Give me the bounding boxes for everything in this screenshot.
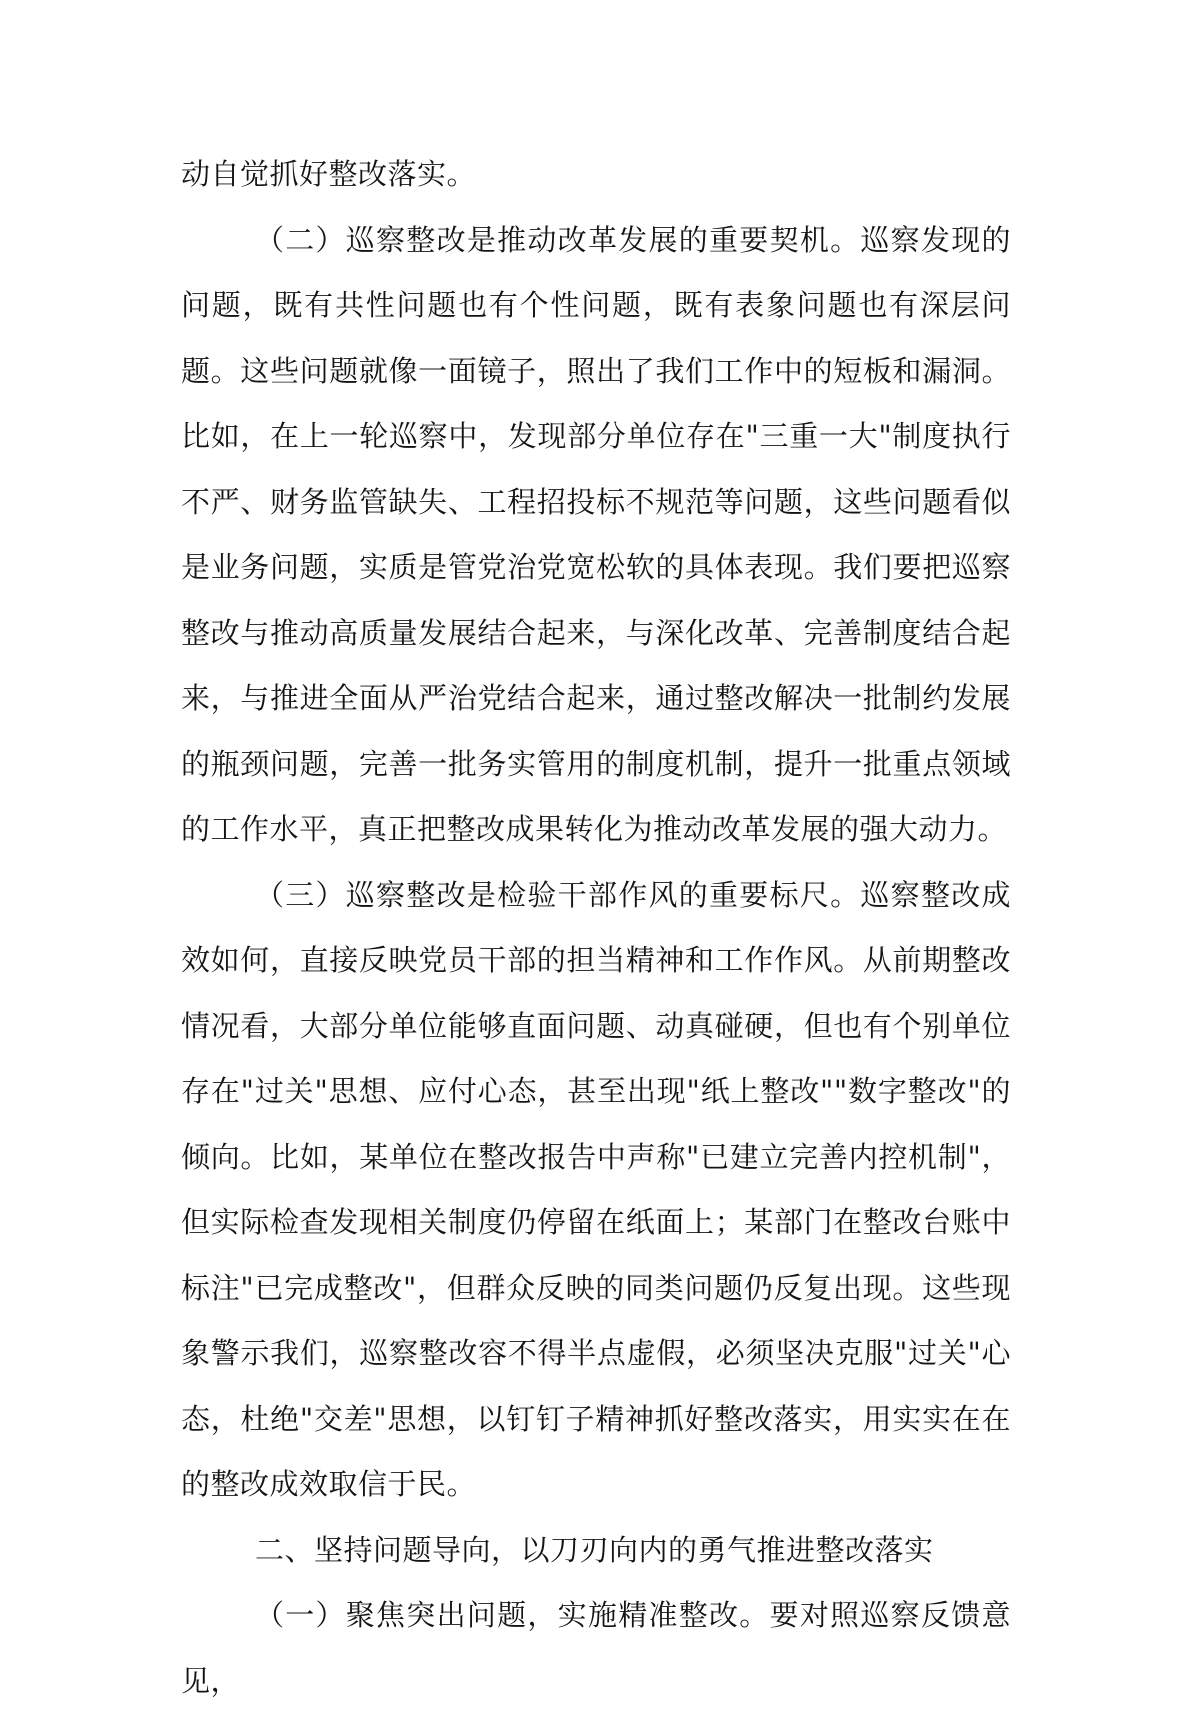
paragraph-continuation: 动自觉抓好整改落实。: [181, 157, 477, 191]
paragraph-subsection-1: （一）聚焦突出问题，实施精准整改。要对照巡察反馈意见，: [181, 1598, 1011, 1698]
section-heading-2: 二、坚持问题导向，以刀刃向内的勇气推进整改落实: [254, 1532, 934, 1567]
paragraph-subsection-3: （三）巡察整改是检验干部作风的重要标尺。巡察整改成效如何，直接反映党员干部的担当精神和工作作风。从前期整改情况看，大部分单位能够直面问题、动真碰硬，但也有个别单位存在"过关"思想、应付心态，甚至出现"纸上整改""数字整改"的倾向。比如，某单位在整改报告中声称"已建立完善内控机制"，但实际检查发现相关制度仍停留在纸面上；某部门在整改台账中标注"已完成整改"，但群众反映的同类问题仍反复出现。这些现象警示我们，巡察整改容不得半点虚假，必须坚决克服"过关"心态，杜绝"交差"思想，以钉钉子精神抓好整改落实，用实实在在的整改成效取信于民。: [181, 877, 1011, 1501]
paragraph-subsection-2: （二）巡察整改是推动改革发展的重要契机。巡察发现的问题，既有共性问题也有个性问题，既有表象问题也有深层问题。这些问题就像一面镜子，照出了我们工作中的短板和漏洞。比如，在上一轮巡察中，发现部分单位存在"三重一大"制度执行不严、财务监管缺失、工程招投标不规范等问题，这些问题看似是业务问题，实质是管党治党宽松软的具体表现。我们要把巡察整改与推动高质量发展结合起来，与深化改革、完善制度结合起来，与推进全面从严治党结合起来，通过整改解决一批制约发展的瓶颈问题，完善一批务实管用的制度机制，提升一批重点领域的工作水平，真正把整改成果转化为推动改革发展的强大动力。: [181, 222, 1011, 846]
document-body: [181, 142, 1011, 1714]
